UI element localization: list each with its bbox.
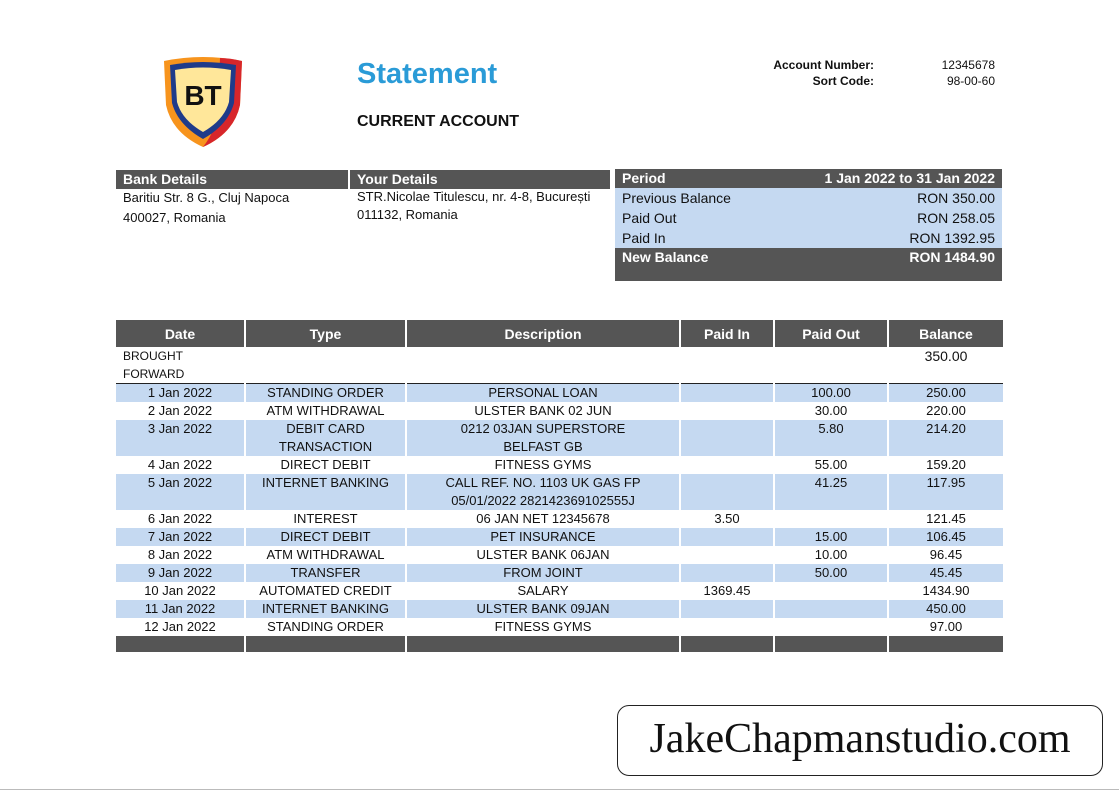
- paid-out-value: RON 258.05: [917, 210, 995, 226]
- paid-in-row: [615, 228, 1002, 248]
- cell-paid-out: [774, 600, 888, 618]
- cell-description: ULSTER BANK 09JAN: [406, 600, 680, 618]
- cell-balance: 45.45: [888, 564, 1003, 582]
- cell-type: TRANSFER: [245, 564, 406, 582]
- cell-paid-in: [680, 384, 774, 403]
- period-label: Period: [622, 170, 666, 186]
- cell-description: ULSTER BANK 02 JUN: [406, 402, 680, 420]
- cell-type: DEBIT CARD TRANSACTION: [245, 420, 406, 456]
- cell-balance: 96.45: [888, 546, 1003, 564]
- bank-address-line1: Baritiu Str. 8 G., Cluj Napoca: [123, 190, 290, 205]
- cell-paid-in: [680, 420, 774, 456]
- cell-balance: 117.95: [888, 474, 1003, 510]
- new-balance-value: RON 1484.90: [909, 249, 995, 265]
- cell-date: 10 Jan 2022: [116, 582, 245, 600]
- table-row: [116, 384, 1003, 403]
- cell-type: INTERNET BANKING: [245, 600, 406, 618]
- cell-description: 0212 03JAN SUPERSTORE BELFAST GB: [406, 420, 680, 456]
- table-row: [116, 510, 1003, 528]
- cell-type: AUTOMATED CREDIT: [245, 582, 406, 600]
- cell-description: CALL REF. NO. 1103 UK GAS FP 05/01/2022 282142369102555J: [406, 474, 680, 510]
- cell-date: 7 Jan 2022: [116, 528, 245, 546]
- cell-balance: 159.20: [888, 456, 1003, 474]
- cell-balance: 250.00: [888, 384, 1003, 403]
- brought-forward-label: BROUGHT FORWARD: [116, 347, 245, 384]
- sort-code-label: Sort Code:: [812, 74, 874, 88]
- cell-paid-in: [680, 474, 774, 510]
- brought-forward-balance: 350.00: [888, 347, 1003, 384]
- cell-paid-out: 41.25: [774, 474, 888, 510]
- page-bottom-line: [0, 789, 1119, 790]
- period-header: [615, 169, 1002, 188]
- cell-date: 5 Jan 2022: [116, 474, 245, 510]
- table-row: [116, 564, 1003, 582]
- cell-date: 2 Jan 2022: [116, 402, 245, 420]
- cell-date: 8 Jan 2022: [116, 546, 245, 564]
- table-row: [116, 420, 1003, 456]
- table-row: [116, 402, 1003, 420]
- cell-type: ATM WITHDRAWAL: [245, 546, 406, 564]
- your-details: [357, 188, 612, 224]
- cell-paid-in: [680, 600, 774, 618]
- table-footer-bar: [116, 636, 1003, 652]
- bt-logo: [160, 55, 246, 149]
- table-row: [116, 618, 1003, 636]
- brought-forward-row: [116, 347, 1003, 384]
- statement-subtitle: CURRENT ACCOUNT: [357, 113, 520, 130]
- table-row: [116, 528, 1003, 546]
- previous-balance-value: RON 350.00: [917, 190, 995, 206]
- new-balance-label: New Balance: [622, 249, 709, 265]
- paid-out-label: Paid Out: [622, 210, 677, 226]
- new-balance-row: [615, 248, 1002, 267]
- cell-paid-in: 1369.45: [680, 582, 774, 600]
- paid-in-label: Paid In: [622, 230, 666, 246]
- col-header-description: Description: [406, 320, 680, 347]
- table-row: [116, 546, 1003, 564]
- cell-date: 12 Jan 2022: [116, 618, 245, 636]
- table-row: [116, 582, 1003, 600]
- cell-balance: 106.45: [888, 528, 1003, 546]
- cell-balance: 220.00: [888, 402, 1003, 420]
- cell-description: FITNESS GYMS: [406, 618, 680, 636]
- cell-paid-in: [680, 618, 774, 636]
- cell-paid-out: 30.00: [774, 402, 888, 420]
- cell-description: SALARY: [406, 582, 680, 600]
- cell-date: 6 Jan 2022: [116, 510, 245, 528]
- cell-type: DIRECT DEBIT: [245, 528, 406, 546]
- cell-paid-in: [680, 528, 774, 546]
- cell-balance: 121.45: [888, 510, 1003, 528]
- cell-balance: 214.20: [888, 420, 1003, 456]
- cell-type: STANDING ORDER: [245, 618, 406, 636]
- account-labels: [740, 57, 874, 89]
- table-row: [116, 456, 1003, 474]
- cell-description: PET INSURANCE: [406, 528, 680, 546]
- cell-type: DIRECT DEBIT: [245, 456, 406, 474]
- cell-description: 06 JAN NET 12345678: [406, 510, 680, 528]
- cell-paid-in: [680, 456, 774, 474]
- cell-type: ATM WITHDRAWAL: [245, 402, 406, 420]
- cell-paid-out: 55.00: [774, 456, 888, 474]
- col-header-balance: Balance: [888, 320, 1003, 347]
- cell-paid-out: 100.00: [774, 384, 888, 403]
- bank-details: [123, 188, 348, 228]
- account-number-label: Account Number:: [773, 58, 874, 72]
- account-values: [900, 57, 995, 89]
- logo-text: BT: [184, 80, 222, 111]
- cell-paid-out: 10.00: [774, 546, 888, 564]
- cell-balance: 450.00: [888, 600, 1003, 618]
- cell-paid-in: [680, 402, 774, 420]
- period-summary: [615, 169, 1002, 281]
- cell-type: STANDING ORDER: [245, 384, 406, 403]
- cell-description: FROM JOINT: [406, 564, 680, 582]
- paid-in-value: RON 1392.95: [909, 230, 995, 246]
- cell-date: 9 Jan 2022: [116, 564, 245, 582]
- cell-description: FITNESS GYMS: [406, 456, 680, 474]
- previous-balance-row: [615, 188, 1002, 208]
- cell-balance: 1434.90: [888, 582, 1003, 600]
- cell-paid-in: 3.50: [680, 510, 774, 528]
- cell-paid-out: [774, 618, 888, 636]
- your-details-header: Your Details: [350, 170, 610, 189]
- col-header-paid-out: Paid Out: [774, 320, 888, 347]
- col-header-date: Date: [116, 320, 245, 347]
- cell-type: INTEREST: [245, 510, 406, 528]
- previous-balance-label: Previous Balance: [622, 190, 731, 206]
- your-address-line2: 011132, Romania: [357, 207, 458, 222]
- cell-balance: 97.00: [888, 618, 1003, 636]
- cell-paid-in: [680, 564, 774, 582]
- watermark: JakeChapmanstudio.com: [617, 705, 1103, 776]
- bank-address-line2: 400027, Romania: [123, 210, 226, 225]
- paid-out-row: [615, 208, 1002, 228]
- cell-paid-out: [774, 510, 888, 528]
- your-address-line1: STR.Nicolae Titulescu, nr. 4-8, București: [357, 189, 591, 204]
- cell-type: INTERNET BANKING: [245, 474, 406, 510]
- table-header-row: [116, 320, 1003, 347]
- account-number: 12345678: [941, 58, 995, 72]
- cell-description: PERSONAL LOAN: [406, 384, 680, 403]
- col-header-paid-in: Paid In: [680, 320, 774, 347]
- period-footer-bar: [615, 267, 1002, 281]
- cell-date: 1 Jan 2022: [116, 384, 245, 403]
- col-header-type: Type: [245, 320, 406, 347]
- cell-paid-in: [680, 546, 774, 564]
- cell-date: 4 Jan 2022: [116, 456, 245, 474]
- statement-title: Statement: [357, 58, 498, 90]
- cell-paid-out: 15.00: [774, 528, 888, 546]
- cell-description: ULSTER BANK 06JAN: [406, 546, 680, 564]
- bank-details-header: Bank Details: [116, 170, 348, 189]
- table-row: [116, 474, 1003, 510]
- cell-date: 11 Jan 2022: [116, 600, 245, 618]
- sort-code: 98-00-60: [946, 74, 995, 88]
- cell-paid-out: [774, 582, 888, 600]
- cell-paid-out: 5.80: [774, 420, 888, 456]
- cell-paid-out: 50.00: [774, 564, 888, 582]
- cell-date: 3 Jan 2022: [116, 420, 245, 456]
- table-row: [116, 600, 1003, 618]
- transactions-table: [116, 320, 1003, 652]
- period-value: 1 Jan 2022 to 31 Jan 2022: [824, 170, 995, 186]
